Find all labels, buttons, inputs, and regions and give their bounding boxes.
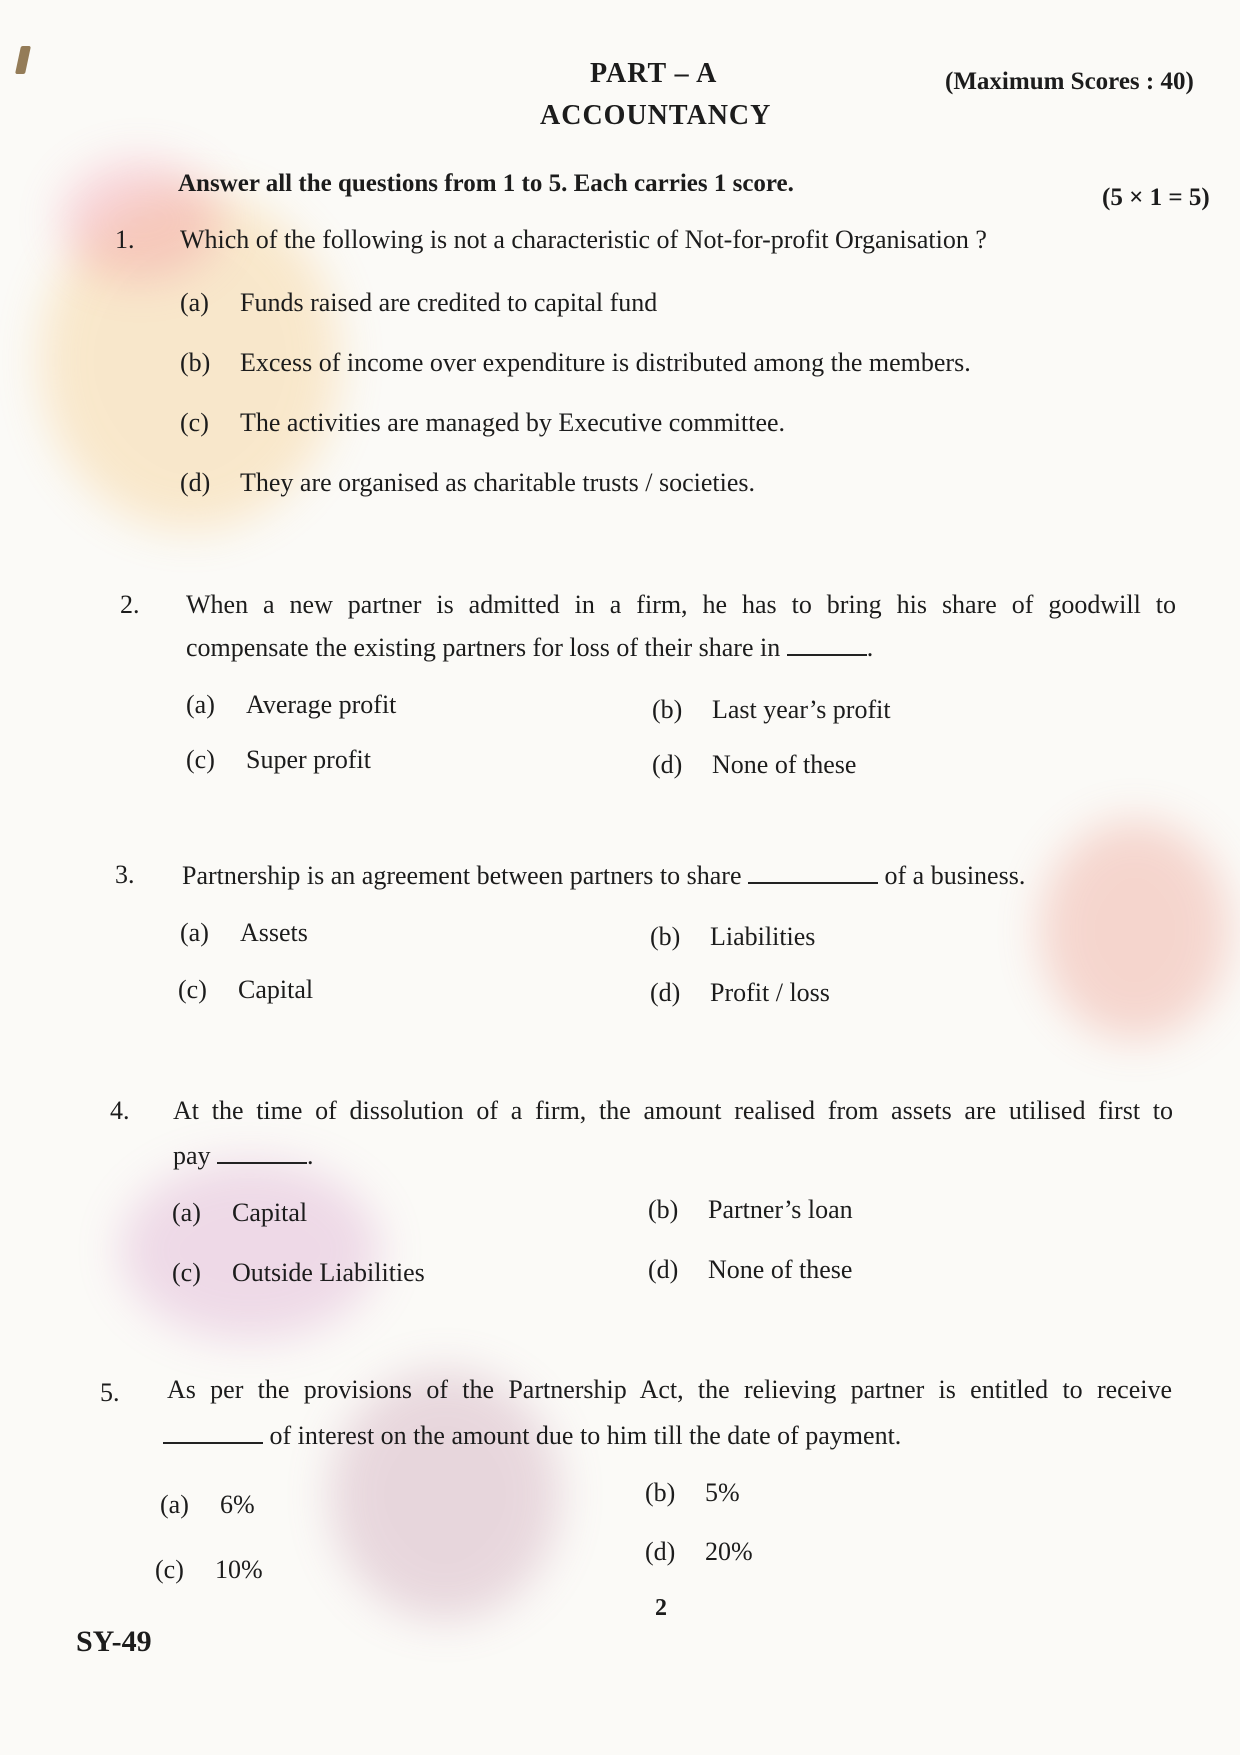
option-text: Excess of income over expenditure is distributed among the members. bbox=[240, 348, 971, 377]
page-number: 2 bbox=[655, 1595, 667, 1621]
option-text: None of these bbox=[712, 750, 857, 779]
question-number: 1. bbox=[115, 225, 135, 254]
option-label: (c) bbox=[186, 745, 215, 774]
option-d bbox=[650, 978, 830, 1008]
subject-title: ACCOUNTANCY bbox=[540, 100, 772, 131]
option-text: Capital bbox=[238, 975, 314, 1004]
option-label: (c) bbox=[180, 408, 209, 437]
option-text: Assets bbox=[240, 918, 308, 947]
option-text: 10% bbox=[215, 1555, 263, 1584]
option-b bbox=[180, 348, 971, 378]
paper-code: SY-49 bbox=[76, 1625, 152, 1658]
option-label: (b) bbox=[650, 922, 681, 951]
option-c bbox=[180, 408, 785, 438]
question-number: 2. bbox=[120, 590, 140, 619]
option-c bbox=[178, 975, 313, 1005]
question-number: 4. bbox=[110, 1096, 130, 1125]
option-c bbox=[186, 745, 371, 775]
answer-blank bbox=[163, 1420, 263, 1444]
option-c bbox=[172, 1258, 425, 1288]
option-a bbox=[180, 918, 308, 948]
scan-mark bbox=[15, 46, 31, 74]
option-label: (a) bbox=[180, 918, 209, 947]
question-text bbox=[163, 1420, 901, 1451]
question-text: pay . bbox=[173, 1141, 314, 1170]
question-number: 3. bbox=[115, 860, 135, 889]
option-a bbox=[160, 1490, 255, 1520]
option-d bbox=[180, 468, 755, 498]
option-text: Capital bbox=[232, 1198, 308, 1227]
question-text: compensate the existing partners for loss of their share in . bbox=[186, 633, 874, 662]
scan-stain bbox=[1040, 820, 1230, 1040]
option-text: Last year’s profit bbox=[712, 695, 891, 724]
option-c bbox=[155, 1555, 263, 1585]
question-text-line: of a business. bbox=[884, 861, 1026, 890]
option-label: (d) bbox=[648, 1255, 679, 1284]
option-label: (b) bbox=[180, 348, 211, 377]
option-text: 20% bbox=[705, 1537, 753, 1566]
question-text-line: compensate the existing partners for loss of their share in bbox=[186, 633, 781, 662]
scan-stain bbox=[120, 1160, 380, 1340]
option-b bbox=[645, 1478, 740, 1508]
question-text-line: pay bbox=[173, 1141, 211, 1170]
option-label: (a) bbox=[186, 690, 215, 719]
option-text: They are organised as charitable trusts / societies. bbox=[240, 468, 756, 497]
maximum-scores: (Maximum Scores : 40) bbox=[945, 68, 1194, 95]
option-text: 6% bbox=[220, 1490, 255, 1519]
option-label: (b) bbox=[645, 1478, 676, 1507]
option-a bbox=[172, 1198, 307, 1228]
option-label: (c) bbox=[178, 975, 207, 1004]
option-label: (a) bbox=[172, 1198, 201, 1227]
option-text: Funds raised are credited to capital fund bbox=[240, 288, 658, 317]
answer-blank bbox=[748, 860, 878, 884]
question-text-line: of interest on the amount due to him till the date of payment. bbox=[269, 1421, 902, 1450]
option-label: (b) bbox=[652, 695, 683, 724]
part-heading: PART – A bbox=[590, 58, 718, 89]
option-b bbox=[652, 695, 891, 725]
question-text: As per the provisions of the Partnership Act, the relieving partner is entitled to receive bbox=[167, 1375, 1172, 1404]
option-label: (c) bbox=[155, 1555, 184, 1584]
option-d bbox=[652, 750, 856, 780]
option-a bbox=[180, 288, 657, 318]
answer-blank bbox=[787, 632, 867, 656]
option-text: Average profit bbox=[246, 690, 397, 719]
question-number: 5. bbox=[100, 1378, 120, 1407]
option-label: (d) bbox=[650, 978, 681, 1007]
option-text: 5% bbox=[705, 1478, 740, 1507]
question-text: Which of the following is not a characteristic of Not-for-profit Organisation ? bbox=[180, 225, 987, 254]
option-label: (b) bbox=[648, 1195, 679, 1224]
question-text-line: Partnership is an agreement between partners to share bbox=[182, 861, 742, 890]
option-text: The activities are managed by Executive committee. bbox=[240, 408, 786, 437]
instruction-score: (5 × 1 = 5) bbox=[1102, 184, 1210, 211]
instruction-text: Answer all the questions from 1 to 5. Each carries 1 score. bbox=[178, 170, 794, 197]
option-a bbox=[186, 690, 396, 720]
option-label: (a) bbox=[160, 1490, 189, 1519]
question-text bbox=[182, 860, 1025, 891]
option-text: Partner’s loan bbox=[708, 1195, 853, 1224]
answer-blank bbox=[217, 1140, 307, 1164]
question-text: At the time of dissolution of a firm, the amount realised from assets are utilised first to bbox=[173, 1096, 1173, 1125]
option-d bbox=[648, 1255, 852, 1285]
option-text: None of these bbox=[708, 1255, 853, 1284]
option-b bbox=[650, 922, 815, 952]
option-label: (a) bbox=[180, 288, 209, 317]
option-b bbox=[648, 1195, 853, 1225]
option-label: (c) bbox=[172, 1258, 201, 1287]
option-label: (d) bbox=[652, 750, 683, 779]
option-text: Profit / loss bbox=[710, 978, 830, 1007]
option-d bbox=[645, 1537, 753, 1567]
option-text: Liabilities bbox=[710, 922, 816, 951]
option-text: Outside Liabilities bbox=[232, 1258, 425, 1287]
scan-stain bbox=[330, 1370, 560, 1620]
question-text: When a new partner is admitted in a firm, he has to bring his share of goodwill to bbox=[186, 590, 1176, 619]
option-label: (d) bbox=[645, 1537, 676, 1566]
option-label: (d) bbox=[180, 468, 211, 497]
option-text: Super profit bbox=[246, 745, 371, 774]
